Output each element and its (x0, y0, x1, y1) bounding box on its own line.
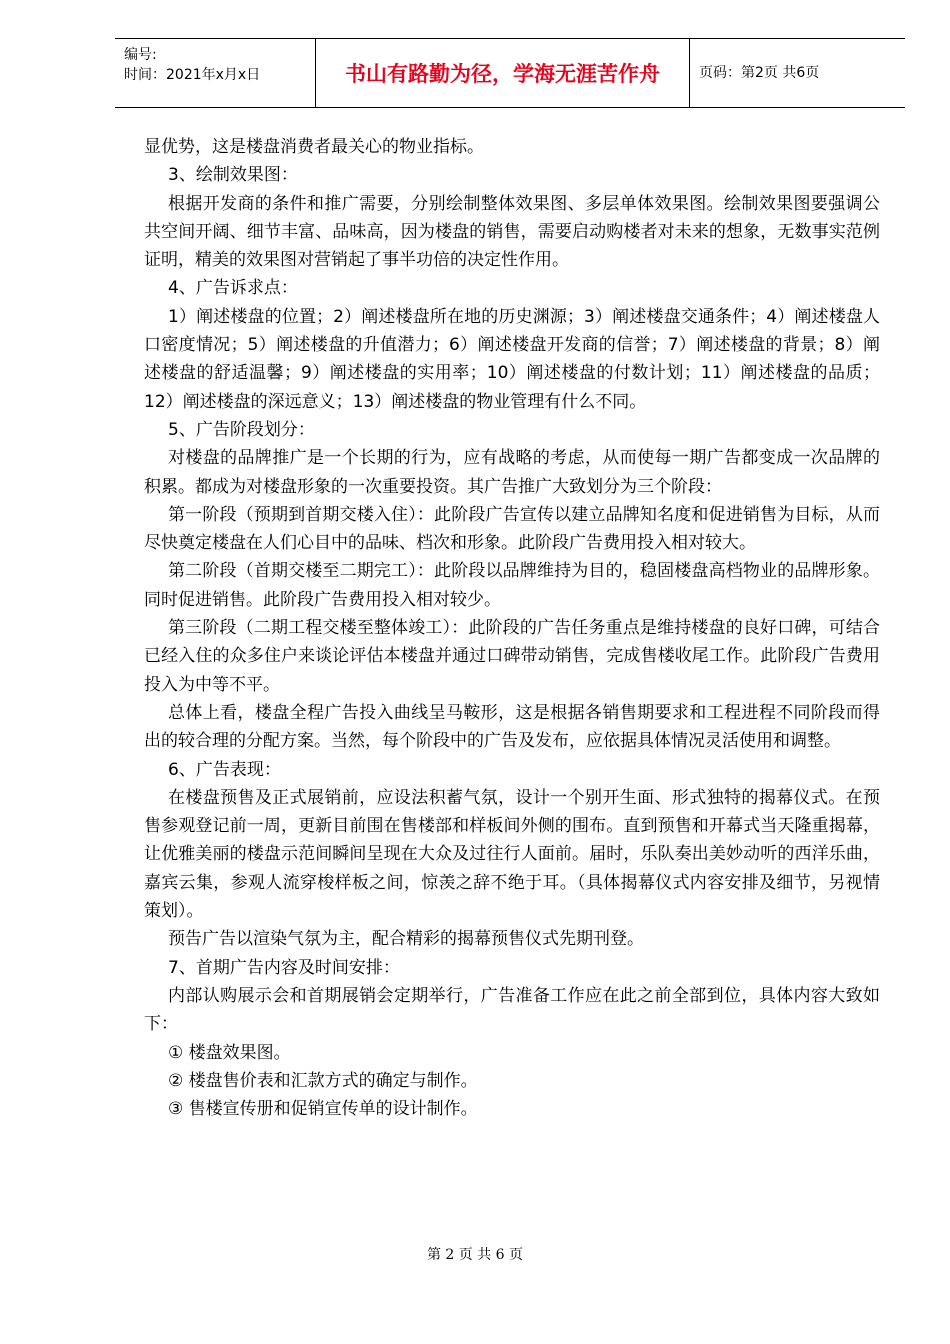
section-heading-6: 6、广告表现： (168, 759, 281, 780)
page-header (115, 38, 905, 108)
page-footer: 第 2 页 共 6 页 (426, 1247, 524, 1263)
paragraph: 1）阐述楼盘的位置；2）阐述楼盘所在地的历史渊源；3）阐述楼盘交通条件；4）阐述楼盘人口密度情况；5）阐述楼盘的升值潜力；6）阐述楼盘开发商的信誉；7）阐述楼盘的背景；8）阐述楼盘的舒适温馨；9）阐述楼盘的实用率；10）阐述楼盘的付数计划；11）阐述楼盘的品质；12）阐述楼盘的深远意义；13）阐述楼盘的物业管理有什么不同。 (144, 306, 880, 412)
paragraph-continuation: 显优势，这是楼盘消费者最关心的物业指标。 (144, 137, 484, 157)
header-page-cell (690, 39, 905, 107)
paragraph: 根据开发商的条件和推广需要，分别绘制整体效果图、多层单体效果图。绘制效果图要强调公共空间开阔、细节丰富、品味高，因为楼盘的销售，需要启动购楼者对未来的想象，无数事实范例证明，精美的效果图对营销起了事半功倍的决定性作用。 (144, 193, 880, 271)
paragraph: 在楼盘预售及正式展销前，应设法积蓄气氛，设计一个别开生面、形式独特的揭幕仪式。在预售参观登记前一周，更新目前围在售楼部和样板间外侧的围布。直到预售和开幕式当天隆重揭幕，让优雅美丽的楼盘示范间瞬间呈现在大众及过往行人面前。届时，乐队奏出美妙动听的西洋乐曲，嘉宾云集，参观人流穿梭样板之间，惊羡之辞不绝于耳。（具体揭幕仪式内容安排及细节，另视情策划）。 (144, 787, 880, 922)
paragraph: 内部认购展示会和首期展销会定期举行，广告准备工作应在此之前全部到位，具体内容大致如下： (144, 985, 880, 1035)
header-page-number: 页码：第2页 共6页 (699, 65, 820, 81)
list-item: ② 楼盘售价表和汇款方式的确定与制作。 (168, 1070, 478, 1091)
paragraph: 对楼盘的品牌推广是一个长期的行为，应有战略的考虑，从而使每一期广告都变成一次品牌的积累。都成为对楼盘形象的一次重要投资。其广告推广大致划分为三个阶段： (144, 448, 880, 497)
document-time-label: 时间：2021年x月x日 (124, 67, 261, 83)
paragraph: 第一阶段（预期到首期交楼入住）：此阶段广告宣传以建立品牌知名度和促进销售为目标，从而尽快奠定楼盘在人们心目中的品味、档次和形象。此阶段广告费用投入相对较大。 (144, 504, 880, 554)
paragraph: 第三阶段（二期工程交楼至整体竣工）：此阶段的广告任务重点是维持楼盘的良好口碑，可结合已经入住的众多住户来谈论评估本楼盘并通过口碑带动销售，完成售楼收尾工作。此阶段广告费用投入为中等不平。 (144, 618, 880, 695)
section-heading-5: 5、广告阶段划分： (168, 419, 315, 440)
paragraph: 第二阶段（首期交楼至二期完工）：此阶段以品牌维持为目的，稳固楼盘高档物业的品牌形象。同时促进销售。此阶段广告费用投入相对较少。 (144, 561, 880, 610)
header-motto: 书山有路勤为径，学海无涯苦作舟 (345, 62, 660, 86)
list-item: ③ 售楼宣传册和促销宣传单的设计制作。 (168, 1099, 478, 1120)
header-motto-cell (315, 39, 690, 107)
paragraph: 总体上看，楼盘全程广告投入曲线呈马鞍形，这是根据各销售期要求和工程进程不同阶段而得出的较合理的分配方案。当然，每个阶段中的广告及发布，应依据具体情况灵活使用和调整。 (144, 702, 880, 752)
document-body (144, 133, 880, 1123)
section-heading-4: 4、广告诉求点： (168, 278, 298, 299)
list-item: ① 楼盘效果图。 (168, 1042, 291, 1063)
section-heading-3: 3、绘制效果图： (168, 165, 298, 186)
document-number-label: 编号: (124, 47, 157, 63)
header-meta-cell (115, 39, 315, 107)
paragraph: 预告广告以渲染气氛为主，配合精彩的揭幕预售仪式先期刊登。 (168, 929, 644, 950)
section-heading-7: 7、首期广告内容及时间安排： (168, 957, 400, 978)
